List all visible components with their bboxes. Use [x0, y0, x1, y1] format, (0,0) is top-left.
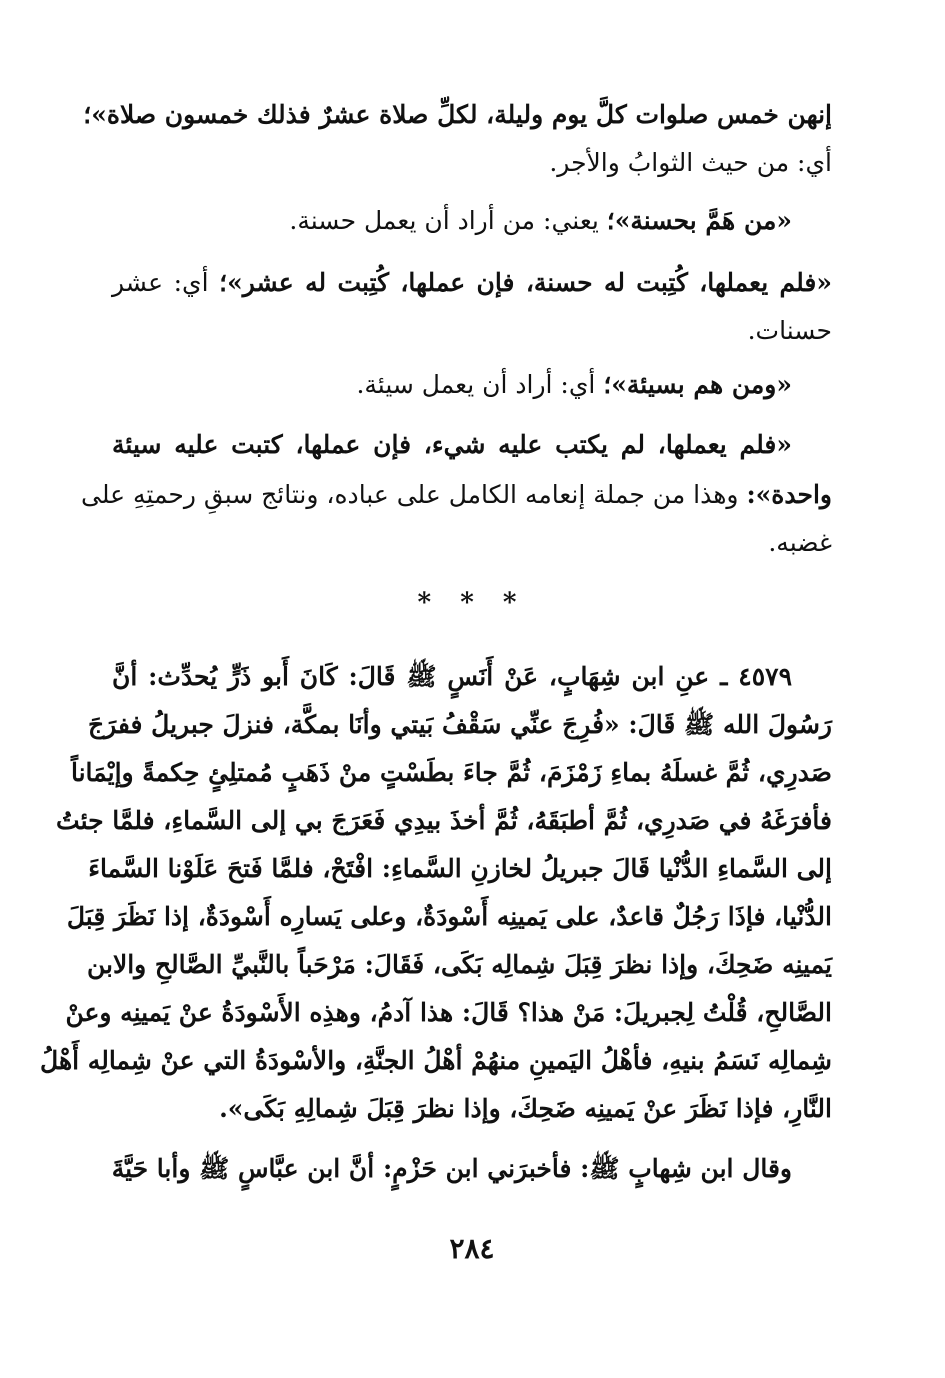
text-line: أي: من حيث الثوابُ والأجر. — [549, 148, 832, 177]
commentary-text: أي: عشر — [112, 268, 220, 297]
hadith-line: إلى السَّماءِ الدُّنْيا قَالَ جبريلُ لخازنِ السَّماءِ: افْتَحْ، فلمَّا فَتحَ عَلَوْنا السَّماءَ — [88, 854, 832, 883]
hadith-line: شِمالِه نَسَمُ بنيهِ، فأهْلُ اليَمينِ منهُمْ أهْلُ الجنَّةِ، والأسْودَةُ التي عنْ شِمالِه أَهْلُ — [40, 1046, 832, 1075]
text-line: غضبه. — [768, 528, 832, 557]
section-separator: * * * — [417, 588, 527, 618]
hadith-line: الدُّنْيا، فإذَا رَجُلٌ قاعدٌ، على يَمينِه أَسْودَةٌ، وعلى يَسارِه أَسْودَةٌ، إذا نَظَرَ قِبَلَ — [66, 902, 832, 931]
page-number: ٢٨٤ — [449, 1232, 495, 1265]
quoted-phrase: «من هَمَّ بحسنة»؛ — [606, 206, 792, 235]
text-line: وقال ابن شِهابٍ ﷺ: فأخبرَني ابن حَزْمٍ: أنَّ ابن عبَّاسٍ ﷺ وأبا حَيَّةَ — [111, 1154, 792, 1183]
quoted-phrase: «ومن هم بسيئة»؛ — [603, 370, 792, 399]
text-line: «فلم يعملها، لم يكتب عليه شيء، فإن عملها، كتبت عليه سيئة — [112, 430, 792, 459]
hadith-line: الصَّالحِ، قُلْتُ لِجبريلَ: مَنْ هذا؟ قَالَ: هذا آدمُ، وهذِه الأَسْودَةُ عنْ يَمينِه وعنْ — [65, 998, 832, 1027]
hadith-line: يَمينِه ضَحِكَ، وإذا نظرَ قِبَلَ شِمالِه بَكَى، فَقَالَ: مَرْحَباً بالنَّبيِّ الصَّالحِ والابن — [86, 950, 832, 979]
text-line: إنهن خمس صلوات كلَّ يوم وليلة، لكلِّ صلاة عشرٌ فذلك خمسون صلاة»؛ — [83, 100, 832, 129]
text-line — [81, 472, 832, 518]
text-line: حسنات. — [747, 316, 832, 345]
hadith-line: ٤٥٧٩ ـ عنِ ابن شِهَابٍ، عَنْ أَنَسٍ ﷺ قَالَ: كَانَ أَبو ذَرٍّ يُحدِّث: أنَّ — [112, 662, 792, 691]
commentary-text: وهذا من جملة إنعامه الكامل على عباده، ونتائج سبقِ رحمتِهِ على — [81, 480, 747, 509]
hadith-line: فأفرَغَهُ في صَدرِي، ثُمَّ أطبَقَهُ، ثُمَّ أخذَ بيدِي فَعَرَجَ بي إلى السَّماءِ، فلمَّا جئتُ — [56, 806, 832, 835]
hadith-line: صَدرِي، ثُمَّ غسلَهُ بماءِ زَمْزَمَ، ثُمَّ جاءَ بطَسْتٍ منْ ذَهَبٍ مُمتلِئٍ حِكمةً وإيْمَاناً — [70, 758, 832, 787]
hadith-line: رَسُولَ الله ﷺ قَالَ: «فُرِجَ عنِّي سَقْفُ بَيتي وأنَا بمكَّة، فنزلَ جبريلُ ففرَجَ — [87, 710, 832, 739]
hadith-line: النَّارِ، فإذا نَظَرَ عنْ يَمينِه ضَحِكَ، وإذا نظرَ قِبَلَ شِمالِهِ بَكَى». — [219, 1094, 832, 1123]
commentary-text: يعني: من أراد أن يعمل حسنة. — [289, 206, 607, 235]
text-line — [112, 198, 832, 244]
text-line — [112, 260, 832, 306]
commentary-text: أي: أراد أن يعمل سيئة. — [356, 370, 604, 399]
book-page — [40, 88, 832, 1308]
quoted-phrase: واحدة»: — [746, 480, 832, 509]
text-line — [112, 362, 832, 408]
quoted-phrase: «فلم يعملها، كُتِبت له حسنة، فإن عملها، كُتِبت له عشر»؛ — [219, 268, 832, 297]
